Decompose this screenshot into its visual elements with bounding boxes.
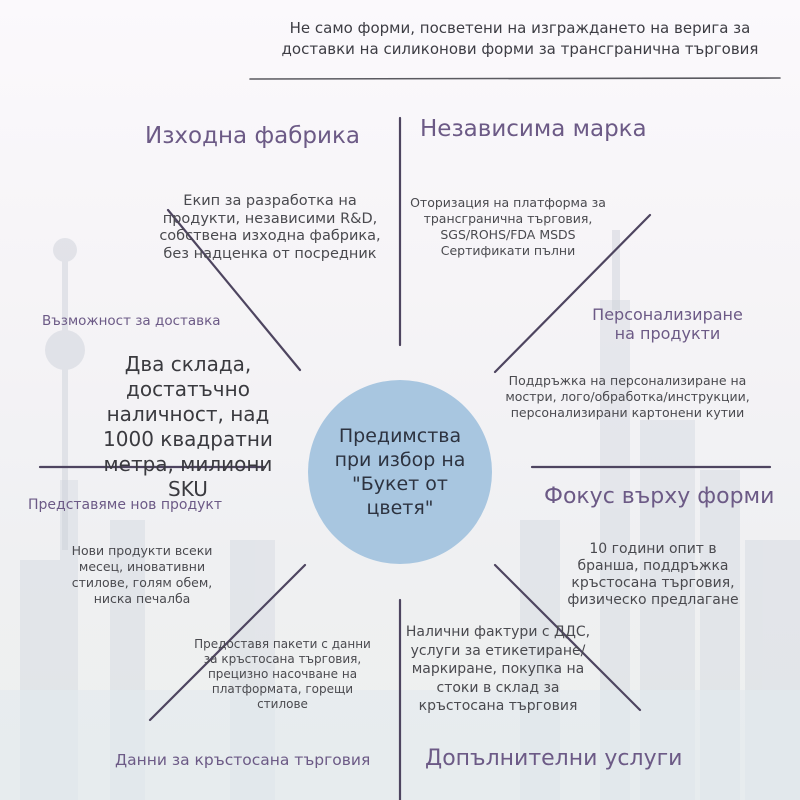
top-rule (250, 78, 780, 79)
factory-text: Екип за разработка на продукти, независими R&D, собствена изходна фабрика, без надценка от посредник (159, 193, 381, 262)
services-title: Допълнителни услуги (425, 746, 683, 771)
new-product-title: Представяме нов продукт (28, 497, 223, 513)
center-circle (308, 380, 492, 564)
intro-text: Не само форми, посветени на изграждането на верига за доставки на силиконови форми за трансгранична търговия (281, 19, 759, 58)
center-label: Предимства при избор на "Букет от цветя" (334, 425, 466, 519)
data-title: Данни за кръстосана търговия (115, 751, 371, 769)
factory-title: Изходна фабрика (145, 123, 360, 149)
focus-title: Фокус върху форми (544, 484, 775, 509)
new-product-text: Нови продукти всеки месец, иновативни стилове, голям обем, ниска печалба (71, 543, 213, 606)
brand-text: Оторизация на платформа за трансгранична търговия, SGS/ROHS/FDA MSDS Сертификати пълни (410, 195, 606, 258)
brand-title: Независима марка (420, 116, 647, 142)
focus-text: 10 години опит в бранша, поддръжка кръстосана търговия, физическо предлагане (567, 541, 739, 608)
services-text: Налични фактури с ДДС, услуги за етикетиране/маркиране, покупка на стоки в склад за кръстосана търговия (405, 624, 591, 714)
delivery-text: Два склада, достатъчно наличност, над 1000 квадратни метра, милиони SKU (103, 352, 273, 501)
custom-title: Персонализиране на продукти (592, 305, 743, 343)
delivery-title: Възможност за доставка (42, 313, 221, 329)
data-text: Предоставя пакети с данни за кръстосана търговия, прецизно насочване на платформата, горещи стилове (194, 637, 371, 711)
custom-text: Поддръжка на персонализиране на мостри, лого/обработка/инструкции, персонализирани картонени кутии (505, 373, 750, 420)
